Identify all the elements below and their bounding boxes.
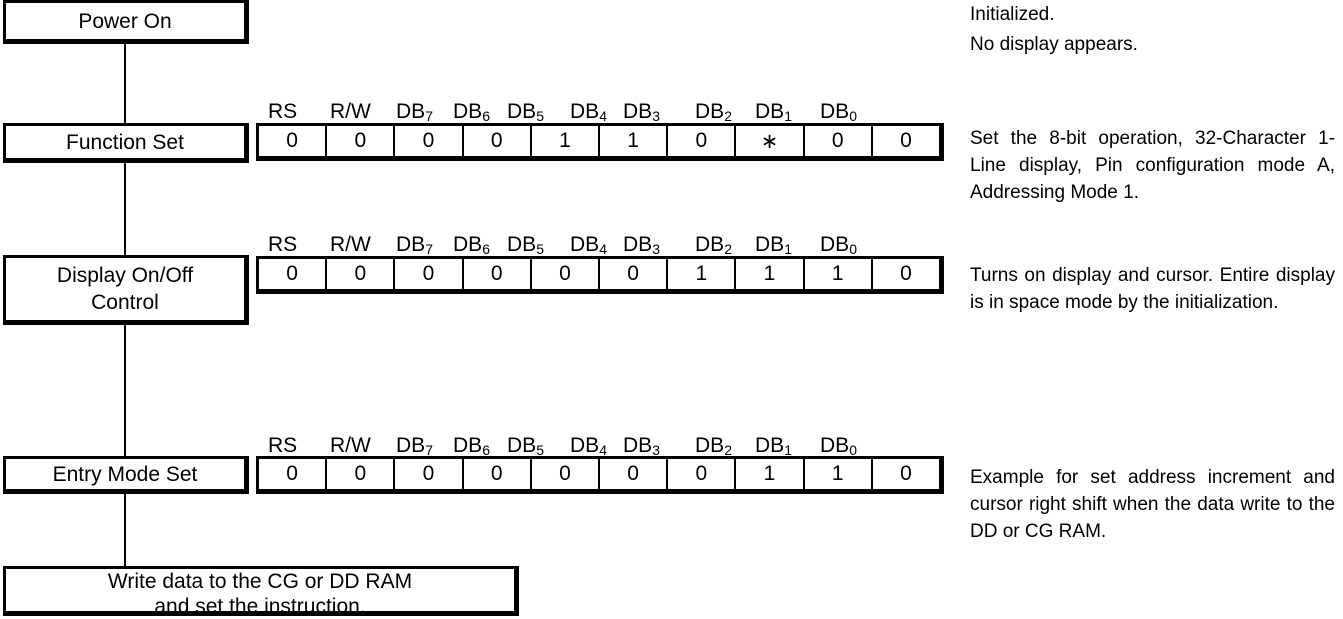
bit-header-subscript: 1: [784, 241, 792, 257]
flow-connector-1: [124, 44, 126, 126]
bit-header-subscript: 2: [724, 442, 732, 458]
bit-cell: 0: [259, 459, 327, 489]
bit-header-label: [396, 434, 433, 458]
bit-header-label: [507, 434, 544, 458]
step-display-control: [3, 255, 249, 325]
bit-header-label: [330, 233, 371, 257]
bit-cell: 0: [600, 259, 668, 289]
bit-header-base: DB: [453, 434, 483, 457]
bit-header-base: DB: [695, 233, 725, 256]
bit-header-subscript: 4: [599, 108, 607, 124]
bit-cell: 0: [900, 462, 912, 485]
bit-header-base: DB: [507, 434, 537, 457]
bit-header-base: DB: [623, 100, 653, 123]
bit-header-base: DB: [507, 100, 537, 123]
bit-header-label: [268, 233, 297, 257]
step-function-set-label: Function Set: [66, 130, 184, 154]
bit-header-label: [623, 434, 660, 458]
bit-cell: 0: [395, 459, 463, 489]
bit-header-subscript: 0: [849, 442, 857, 458]
bit-header-base: R/W: [330, 233, 371, 256]
flow-connector-4: [124, 493, 126, 566]
note-entry-mode: Example for set address increment and cursor right shift when the data write to the DD or CG RAM.: [970, 467, 1335, 542]
bit-header-label: [695, 434, 732, 458]
step-display-control-line2: Control: [91, 291, 159, 314]
bit-header-base: DB: [453, 100, 483, 123]
note-function-set: Set the 8-bit operation, 32-Character 1-Line display, Pin configuration mode A, Addressing Mode 1.: [970, 128, 1335, 203]
bit-header-subscript: 7: [425, 108, 433, 124]
bit-header-subscript: 4: [599, 241, 607, 257]
bit-header-base: DB: [820, 434, 850, 457]
bit-header-subscript: 0: [849, 108, 857, 124]
bit-header-subscript: 5: [536, 442, 544, 458]
bit-cell: 1: [668, 259, 736, 289]
step-entry-mode-set-label: Entry Mode Set: [52, 462, 198, 486]
bit-header-label: [268, 100, 297, 124]
bit-cell: 0: [259, 126, 327, 156]
bit-header-subscript: 3: [652, 241, 660, 257]
step-power-on: [3, 0, 249, 44]
bit-header-label: [396, 233, 433, 257]
bit-header-base: DB: [507, 233, 537, 256]
flow-connector-3: [124, 324, 126, 456]
bit-header-label: [507, 233, 544, 257]
bit-header-subscript: 2: [724, 108, 732, 124]
bit-header-base: R/W: [330, 434, 371, 457]
bit-header-base: DB: [623, 434, 653, 457]
bit-header-label: [453, 100, 490, 124]
step-write-data-line2: and set the instruction.: [154, 595, 366, 618]
bit-header-base: DB: [755, 100, 785, 123]
bit-header-label: [755, 233, 792, 257]
bit-cell: 0: [327, 126, 395, 156]
bit-cell: 1: [532, 126, 600, 156]
bit-cell: ∗: [736, 126, 804, 156]
bit-header-label: [453, 233, 490, 257]
bit-header-base: DB: [695, 434, 725, 457]
bit-header-label: [695, 233, 732, 257]
step-write-data: [3, 566, 519, 616]
bit-header-label: [820, 434, 857, 458]
bit-header-base: DB: [570, 434, 600, 457]
bit-cell: 0: [900, 262, 912, 285]
note-power-on-line2: No display appears.: [970, 34, 1138, 55]
bit-cell: 0: [327, 459, 395, 489]
bit-header-subscript: 5: [536, 108, 544, 124]
step-function-set: [3, 123, 249, 163]
step-display-control-label: [57, 262, 193, 316]
bit-cell: 0: [464, 126, 532, 156]
bit-cell: 1: [805, 459, 873, 489]
bit-cell: 0: [464, 259, 532, 289]
bit-header-subscript: 6: [482, 108, 490, 124]
bit-cell: 1: [805, 259, 873, 289]
bit-header-base: DB: [570, 100, 600, 123]
bit-header-label: [755, 434, 792, 458]
bit-header-label: [570, 233, 607, 257]
bit-header-label: [820, 233, 857, 257]
bit-cell: 0: [668, 459, 736, 489]
step-entry-mode-set: [3, 456, 249, 494]
bit-header-base: DB: [755, 434, 785, 457]
bit-cell: 1: [600, 126, 668, 156]
bit-cell: 0: [900, 129, 912, 152]
bit-header-subscript: 1: [784, 442, 792, 458]
bit-header-label: [330, 100, 371, 124]
bit-header-base: DB: [820, 100, 850, 123]
note-power-on-line1: Initialized.: [970, 4, 1055, 25]
bit-header-label: [695, 100, 732, 124]
bit-header-subscript: 4: [599, 442, 607, 458]
bit-header-base: DB: [820, 233, 850, 256]
bit-header-label: [755, 100, 792, 124]
bit-header-subscript: 7: [425, 442, 433, 458]
step-power-on-label: Power On: [78, 9, 172, 33]
bit-header-base: DB: [695, 100, 725, 123]
bit-header-base: DB: [570, 233, 600, 256]
bit-header-base: DB: [396, 233, 426, 256]
bit-cell: 0: [600, 459, 668, 489]
bit-header-label: [330, 434, 371, 458]
bit-header-label: [453, 434, 490, 458]
bit-header-label: [396, 100, 433, 124]
flow-connector-2: [124, 162, 126, 256]
bit-header-base: DB: [623, 233, 653, 256]
bit-header-subscript: 3: [652, 442, 660, 458]
bit-cell: 0: [464, 459, 532, 489]
bit-cell: 0: [532, 259, 600, 289]
bits-display-control: [256, 256, 944, 294]
bit-header-subscript: 3: [652, 108, 660, 124]
bit-header-subscript: 6: [482, 241, 490, 257]
bit-header-label: [268, 434, 297, 458]
bit-header-base: RS: [268, 233, 298, 256]
bit-header-label: [623, 233, 660, 257]
step-write-data-line1: Write data to the CG or DD RAM: [107, 570, 413, 593]
bit-header-base: DB: [453, 233, 483, 256]
bits-function-set: [256, 123, 944, 161]
bit-header-label: [820, 100, 857, 124]
step-display-control-line1: Display On/Off: [56, 264, 194, 287]
bit-header-subscript: 1: [784, 108, 792, 124]
bit-cell: 1: [736, 459, 804, 489]
bit-header-base: R/W: [330, 100, 371, 123]
note-power-on: [970, 0, 1335, 60]
bit-header-base: DB: [755, 233, 785, 256]
bit-cell: 0: [532, 459, 600, 489]
bit-header-subscript: 2: [724, 241, 732, 257]
bit-cell: 0: [259, 259, 327, 289]
bit-header-subscript: 0: [849, 241, 857, 257]
bit-cell: 0: [395, 259, 463, 289]
bit-header-subscript: 5: [536, 241, 544, 257]
bit-header-base: RS: [268, 100, 298, 123]
step-write-data-label: [108, 569, 412, 619]
bit-cell: 0: [327, 259, 395, 289]
bit-cell: 0: [668, 126, 736, 156]
bit-header-label: [570, 434, 607, 458]
bit-header-base: RS: [268, 434, 298, 457]
bit-header-label: [623, 100, 660, 124]
bit-cell: 0: [805, 126, 873, 156]
bit-header-base: DB: [396, 100, 426, 123]
bit-cell: 1: [736, 259, 804, 289]
bit-header-label: [570, 100, 607, 124]
bit-header-label: [507, 100, 544, 124]
bit-header-subscript: 7: [425, 241, 433, 257]
bit-cell: 0: [395, 126, 463, 156]
note-display-control: Turns on display and cursor. Entire display is in space mode by the initialization.: [970, 265, 1335, 313]
bit-header-subscript: 6: [482, 442, 490, 458]
bit-header-base: DB: [396, 434, 426, 457]
bits-entry-mode: [256, 456, 944, 494]
